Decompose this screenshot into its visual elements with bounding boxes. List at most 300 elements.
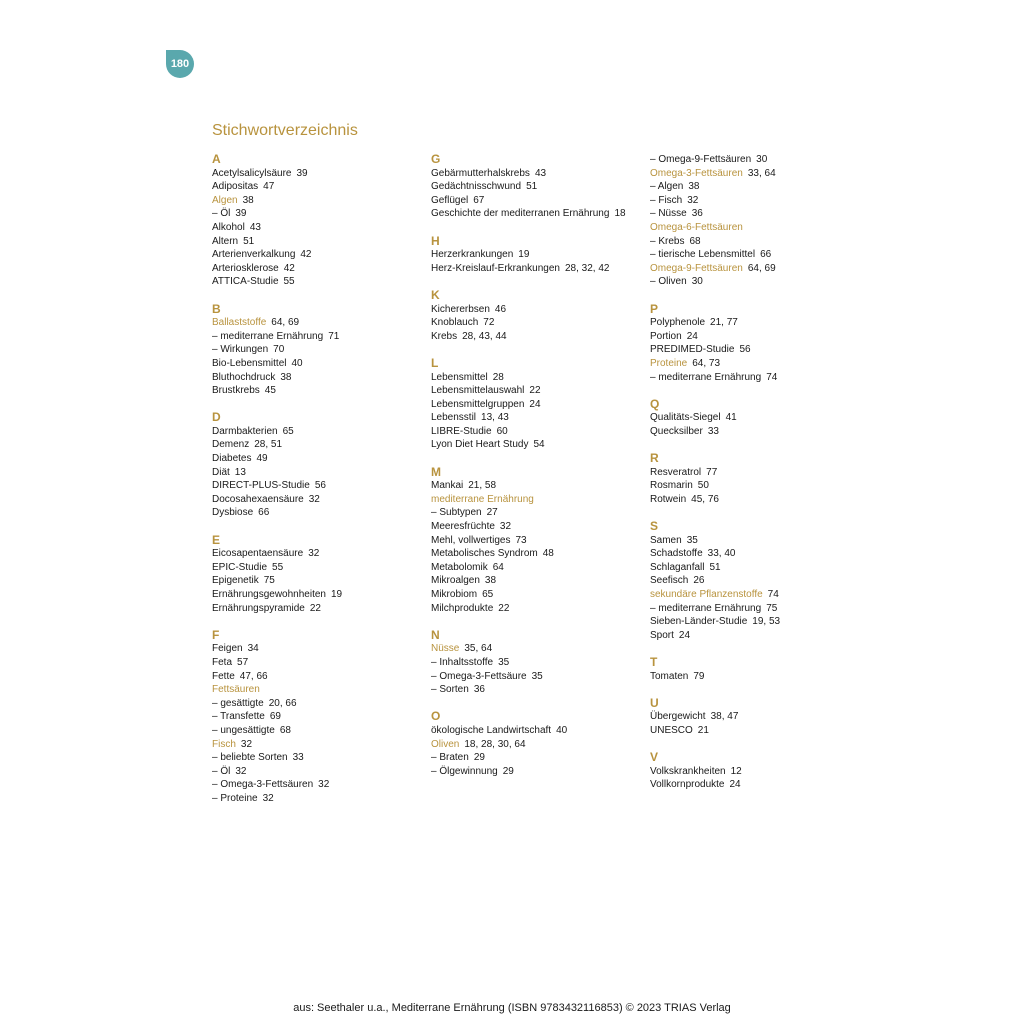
index-column-2 xyxy=(431,153,646,792)
index-group xyxy=(212,411,427,520)
index-page-numbers: 20, 66 xyxy=(268,697,297,709)
index-page-numbers: 24 xyxy=(729,779,741,791)
index-letter-heading: U xyxy=(650,695,659,710)
page-title: Stichwortverzeichnis xyxy=(212,122,358,139)
index-term: – Omega-3-Fettsäure xyxy=(431,670,527,682)
index-entry xyxy=(431,167,646,181)
index-term: Ballaststoffe xyxy=(212,317,267,329)
index-entry xyxy=(212,438,427,452)
index-page-numbers: 32 xyxy=(235,765,247,777)
index-term: Geflügel xyxy=(431,194,469,206)
index-group xyxy=(650,751,865,792)
index-entry xyxy=(650,493,865,507)
index-entry xyxy=(650,778,865,792)
index-entry xyxy=(650,330,865,344)
index-page-numbers: 64, 73 xyxy=(692,357,721,369)
index-page-numbers: 75 xyxy=(263,575,275,587)
index-page-numbers: 38 xyxy=(688,181,700,193)
index-term: Quecksilber xyxy=(650,425,703,437)
index-page-numbers: 36 xyxy=(691,208,703,220)
index-group xyxy=(431,153,646,221)
index-entry xyxy=(431,425,646,439)
index-term: Diät xyxy=(212,466,230,478)
index-page-numbers: 77 xyxy=(706,466,718,478)
index-entry xyxy=(212,316,427,330)
index-term: UNESCO xyxy=(650,724,693,736)
index-page-numbers: 33 xyxy=(292,752,304,764)
index-term: Eicosapentaensäure xyxy=(212,548,304,560)
index-page-numbers: 38, 47 xyxy=(710,711,739,723)
index-entry xyxy=(650,479,865,493)
index-term: Schadstoffe xyxy=(650,548,703,560)
index-term: Metabolisches Syndrom xyxy=(431,548,538,560)
index-page-numbers: 66 xyxy=(760,249,772,261)
index-page-numbers: 21, 77 xyxy=(710,317,738,329)
index-page-numbers: 28, 51 xyxy=(254,439,283,451)
index-entry xyxy=(212,194,427,208)
index-term: Kichererbsen xyxy=(431,303,490,315)
index-term: Epigenetik xyxy=(212,575,259,587)
index-term: Acetylsalicylsäure xyxy=(212,167,292,179)
index-term: – Braten xyxy=(431,752,469,764)
index-letter-heading: S xyxy=(650,519,659,534)
index-page-numbers: 68 xyxy=(279,724,291,736)
index-entry xyxy=(212,765,427,779)
index-page-numbers: 19, 53 xyxy=(752,616,781,628)
index-page-numbers: 51 xyxy=(243,235,255,247)
index-page-numbers: 32 xyxy=(318,779,330,791)
index-group xyxy=(431,466,646,616)
index-page-numbers: 56 xyxy=(739,344,751,356)
index-page-numbers: 22 xyxy=(309,602,321,614)
index-letter-heading: K xyxy=(431,287,440,302)
index-letter-heading: H xyxy=(431,233,440,248)
index-entry xyxy=(212,330,427,344)
index-term: Proteine xyxy=(650,357,688,369)
index-letter-heading: N xyxy=(431,627,440,642)
index-group xyxy=(650,656,865,683)
index-letter-heading: T xyxy=(650,654,658,669)
index-entry xyxy=(650,724,865,738)
index-page-numbers: 43 xyxy=(249,221,261,233)
index-group xyxy=(650,153,865,289)
index-letter-heading: B xyxy=(212,301,221,316)
index-term: – Algen xyxy=(650,181,684,193)
index-entry xyxy=(650,167,865,181)
index-entry xyxy=(650,629,865,643)
index-term: ökologische Landwirtschaft xyxy=(431,724,552,736)
index-entry xyxy=(212,371,427,385)
index-term: Mankai xyxy=(431,480,464,492)
index-page-numbers: 47 xyxy=(263,181,275,193)
index-group xyxy=(650,520,865,642)
index-page-numbers: 29 xyxy=(502,765,514,777)
index-term: – Sorten xyxy=(431,684,469,696)
index-page-numbers: 42 xyxy=(283,262,295,274)
index-page-numbers: 22 xyxy=(498,602,510,614)
index-page-numbers: 56 xyxy=(314,480,326,492)
index-term: Sieben-Länder-Studie xyxy=(650,616,748,628)
index-entry xyxy=(431,316,646,330)
index-term: Lyon Diet Heart Study xyxy=(431,439,529,451)
index-page-numbers: 71 xyxy=(328,330,340,342)
index-entry xyxy=(431,602,646,616)
index-page-numbers: 50 xyxy=(697,480,709,492)
index-group xyxy=(212,629,427,806)
index-term: Feta xyxy=(212,656,233,668)
index-entry xyxy=(650,221,865,235)
index-entry xyxy=(650,411,865,425)
index-entry xyxy=(650,561,865,575)
index-page-numbers: 24 xyxy=(686,330,698,342)
index-page-numbers: 55 xyxy=(283,276,295,288)
index-entry xyxy=(650,425,865,439)
index-entry xyxy=(431,438,646,452)
index-term: Feigen xyxy=(212,643,243,655)
index-group xyxy=(431,357,646,452)
index-entry xyxy=(650,670,865,684)
index-page-numbers: 69 xyxy=(269,711,281,723)
index-page-numbers: 41 xyxy=(725,412,737,424)
index-page-numbers: 57 xyxy=(237,656,249,668)
index-entry xyxy=(431,561,646,575)
index-entry xyxy=(431,207,646,221)
index-term: Samen xyxy=(650,534,682,546)
index-term: Diabetes xyxy=(212,453,252,465)
index-term: Algen xyxy=(212,194,238,206)
index-entry xyxy=(212,248,427,262)
index-entry xyxy=(650,343,865,357)
index-letter-heading: R xyxy=(650,451,659,466)
index-entry xyxy=(431,738,646,752)
index-term: Arterienverkalkung xyxy=(212,249,296,261)
index-term: sekundäre Pflanzenstoffe xyxy=(650,589,763,600)
index-term: – Öl xyxy=(212,765,231,777)
index-letter-heading: D xyxy=(212,410,221,425)
index-page-numbers: 64, 69 xyxy=(271,317,300,329)
index-term: – Subtypen xyxy=(431,507,482,519)
index-entry xyxy=(212,180,427,194)
index-page-numbers: 32 xyxy=(308,493,320,505)
index-entry xyxy=(212,670,427,684)
index-entry xyxy=(431,479,646,493)
index-term: Altern xyxy=(212,235,239,247)
index-page-numbers: 19 xyxy=(518,249,530,261)
index-page-numbers: 45, 76 xyxy=(691,493,719,505)
index-entry xyxy=(431,765,646,779)
index-term: – Fisch xyxy=(650,194,683,206)
index-term: – mediterrane Ernährung xyxy=(212,330,324,342)
index-term: Gedächtnisschwund xyxy=(431,181,522,193)
index-letter-heading: A xyxy=(212,152,221,166)
index-term: DIRECT-PLUS-Studie xyxy=(212,480,310,492)
index-group xyxy=(650,697,865,738)
index-page-numbers: 43 xyxy=(534,167,547,179)
index-page-numbers: 22 xyxy=(529,385,541,397)
index-page-numbers: 45 xyxy=(264,385,276,397)
index-entry xyxy=(431,751,646,765)
index-term: Mehl, vollwertiges xyxy=(431,534,511,546)
index-page-numbers: 18 xyxy=(614,208,626,220)
index-entry xyxy=(212,751,427,765)
index-page-numbers: 39 xyxy=(235,208,247,220)
index-entry xyxy=(431,262,646,276)
index-entry xyxy=(212,574,427,588)
index-term: Qualitäts-Siegel xyxy=(650,412,721,424)
index-page-numbers: 27 xyxy=(486,507,498,519)
index-term: Volkskrankheiten xyxy=(650,765,726,777)
index-group xyxy=(650,398,865,439)
index-page-numbers: 32 xyxy=(240,738,253,750)
index-entry xyxy=(650,710,865,724)
index-entry xyxy=(431,574,646,588)
index-entry xyxy=(212,602,427,616)
index-page-numbers: 32 xyxy=(308,548,320,560)
index-entry xyxy=(650,194,865,208)
index-entry xyxy=(431,656,646,670)
index-group xyxy=(431,710,646,778)
index-group xyxy=(212,303,427,398)
index-term: Brustkrebs xyxy=(212,385,260,397)
index-page-numbers: 73 xyxy=(515,534,527,546)
index-page-numbers: 38 xyxy=(484,575,497,587)
index-page-numbers: 12 xyxy=(730,765,742,777)
index-page-numbers: 30 xyxy=(691,276,703,288)
index-entry xyxy=(212,343,427,357)
index-term: PREDIMED-Studie xyxy=(650,344,735,356)
index-term: Adipositas xyxy=(212,181,259,193)
index-page-numbers: 66 xyxy=(258,507,270,519)
index-entry xyxy=(650,235,865,249)
index-term: Seefisch xyxy=(650,575,689,587)
index-term: Rotwein xyxy=(650,493,687,505)
index-group xyxy=(431,235,646,276)
index-term: Omega-6-Fettsäuren xyxy=(650,221,743,233)
index-entry xyxy=(431,506,646,520)
index-term: – gesättigte xyxy=(212,697,264,709)
index-entry xyxy=(650,371,865,385)
index-page-numbers: 65 xyxy=(482,589,494,600)
index-term: Portion xyxy=(650,330,682,342)
index-page-numbers: 42 xyxy=(300,249,312,261)
index-term: Bluthochdruck xyxy=(212,371,276,383)
index-term: Lebensmittelgruppen xyxy=(431,398,525,410)
index-entry xyxy=(212,235,427,249)
index-entry xyxy=(431,398,646,412)
index-entry xyxy=(650,316,865,330)
index-term: mediterrane Ernährung xyxy=(431,493,534,505)
index-letter-heading: P xyxy=(650,301,659,316)
index-entry xyxy=(650,207,865,221)
index-page-numbers: 74 xyxy=(766,371,778,383)
index-term: Mikroalgen xyxy=(431,575,480,587)
index-entry xyxy=(212,506,427,520)
index-entry xyxy=(212,452,427,466)
index-term: Omega-9-Fettsäuren xyxy=(650,262,743,274)
index-term: Fettsäuren xyxy=(212,684,260,696)
index-term: Vollkornprodukte xyxy=(650,779,725,791)
index-term: – Wirkungen xyxy=(212,344,269,356)
index-term: Oliven xyxy=(431,738,460,750)
index-page-numbers: 21 xyxy=(697,724,709,736)
index-page-numbers: 35 xyxy=(498,656,510,668)
index-term: – Öl xyxy=(212,208,231,220)
index-entry xyxy=(650,357,865,371)
index-term: – mediterrane Ernährung xyxy=(650,602,762,614)
index-letter-heading: M xyxy=(431,464,441,479)
index-term: LIBRE-Studie xyxy=(431,425,492,437)
index-page-numbers: 74 xyxy=(767,589,779,600)
index-page-numbers: 40 xyxy=(291,357,303,369)
index-page-numbers: 68 xyxy=(689,235,701,247)
index-entry xyxy=(431,683,646,697)
index-term: – tierische Lebensmittel xyxy=(650,249,756,261)
index-entry xyxy=(650,602,865,616)
index-term: – Omega-9-Fettsäuren xyxy=(650,154,752,165)
index-term: – Proteine xyxy=(212,792,258,804)
index-group xyxy=(212,534,427,616)
index-page-numbers: 49 xyxy=(256,453,268,465)
index-entry xyxy=(212,493,427,507)
index-term: Nüsse xyxy=(431,643,460,655)
copyright-footer: aus: Seethaler u.a., Mediterrane Ernährung (ISBN 9783432116853) © 2023 TRIAS Verlag xyxy=(293,1002,731,1014)
index-column-3 xyxy=(650,153,865,806)
index-entry xyxy=(212,561,427,575)
index-entry xyxy=(431,534,646,548)
index-term: Darmbakterien xyxy=(212,425,278,437)
index-entry xyxy=(212,466,427,480)
index-group xyxy=(431,629,646,697)
index-page-numbers: 18, 28, 30, 64 xyxy=(464,738,526,750)
index-page-numbers: 35 xyxy=(531,670,543,682)
index-entry xyxy=(431,724,646,738)
index-page-numbers: 55 xyxy=(272,561,284,573)
index-term: EPIC-Studie xyxy=(212,561,268,573)
index-entry xyxy=(650,765,865,779)
index-page-numbers: 21, 58 xyxy=(468,480,497,492)
index-letter-heading: O xyxy=(431,709,441,724)
index-page-numbers: 35, 64 xyxy=(464,643,493,655)
index-page-numbers: 33, 64 xyxy=(747,167,776,179)
index-term: Ernährungsgewohnheiten xyxy=(212,589,326,600)
index-entry xyxy=(431,493,646,507)
index-entry xyxy=(212,778,427,792)
index-entry xyxy=(431,330,646,344)
index-term: – Inhaltsstoffe xyxy=(431,656,494,668)
index-term: – Oliven xyxy=(650,276,687,288)
index-entry xyxy=(431,384,646,398)
index-term: Arteriosklerose xyxy=(212,262,279,274)
index-page-numbers: 24 xyxy=(678,629,691,641)
index-page-numbers: 46 xyxy=(494,303,507,315)
index-page-numbers: 28, 43, 44 xyxy=(462,330,507,342)
index-entry xyxy=(650,547,865,561)
index-term: – Omega-3-Fettsäuren xyxy=(212,779,314,791)
index-column-1 xyxy=(212,153,427,819)
index-entry xyxy=(431,371,646,385)
index-page-numbers: 67 xyxy=(473,194,485,206)
index-term: – beliebte Sorten xyxy=(212,752,288,764)
index-term: Geschichte der mediterranen Ernährung xyxy=(431,208,610,220)
index-entry xyxy=(650,574,865,588)
index-letter-heading: V xyxy=(650,750,659,765)
page-number-badge: 180 xyxy=(166,50,194,78)
index-term: Metabolomik xyxy=(431,561,488,573)
index-page-numbers: 26 xyxy=(693,575,705,587)
index-entry xyxy=(431,248,646,262)
index-page-numbers: 79 xyxy=(693,670,705,682)
index-entry xyxy=(431,642,646,656)
index-term: Fette xyxy=(212,670,235,682)
index-term: Herz-Kreislauf-Erkrankungen xyxy=(431,262,560,274)
index-page-numbers: 39 xyxy=(296,167,308,179)
index-letter-heading: E xyxy=(212,532,221,547)
index-term: Lebensmittel xyxy=(431,371,488,383)
index-term: Milchprodukte xyxy=(431,602,494,614)
index-entry xyxy=(650,534,865,548)
index-page-numbers: 72 xyxy=(483,317,495,329)
index-term: Demenz xyxy=(212,439,250,451)
index-letter-heading: F xyxy=(212,627,220,642)
index-entry xyxy=(650,248,865,262)
index-term: Mikrobiom xyxy=(431,589,478,600)
index-group xyxy=(650,303,865,385)
index-term: – Transfette xyxy=(212,711,265,723)
index-page-numbers: 29 xyxy=(473,752,485,764)
index-page-numbers: 33, 40 xyxy=(707,548,736,560)
index-entry xyxy=(431,411,646,425)
index-term: Sport xyxy=(650,629,674,641)
index-page-numbers: 28, 32, 42 xyxy=(564,262,610,274)
index-entry xyxy=(212,207,427,221)
index-term: Resveratrol xyxy=(650,466,702,478)
index-entry xyxy=(650,180,865,194)
index-term: – Krebs xyxy=(650,235,685,247)
index-term: ATTICA-Studie xyxy=(212,276,279,288)
index-entry xyxy=(212,479,427,493)
index-entry xyxy=(212,221,427,235)
index-entry xyxy=(431,194,646,208)
index-page-numbers: 54 xyxy=(533,439,545,451)
index-term: Übergewicht xyxy=(650,711,706,723)
index-letter-heading: L xyxy=(431,355,439,370)
index-group xyxy=(431,289,646,343)
index-page-numbers: 34 xyxy=(247,643,259,655)
index-page-numbers: 64 xyxy=(492,561,504,573)
index-term: Herzerkrankungen xyxy=(431,249,514,261)
index-term: Fisch xyxy=(212,738,236,750)
index-term: Krebs xyxy=(431,330,458,342)
index-term: Omega-3-Fettsäuren xyxy=(650,167,743,179)
index-page-numbers: 28 xyxy=(492,371,504,383)
index-page-numbers: 60 xyxy=(496,425,508,437)
index-term: Bio-Lebensmittel xyxy=(212,357,287,369)
index-entry xyxy=(650,466,865,480)
index-entry xyxy=(212,425,427,439)
index-page-numbers: 47, 66 xyxy=(239,670,268,682)
index-entry xyxy=(650,615,865,629)
index-page-numbers: 75 xyxy=(766,602,778,614)
index-term: Ernährungspyramide xyxy=(212,602,305,614)
index-term: Tomaten xyxy=(650,670,689,682)
index-term: Lebensstil xyxy=(431,412,477,424)
index-entry xyxy=(431,547,646,561)
index-entry xyxy=(431,180,646,194)
index-entry xyxy=(212,738,427,752)
index-term: Docosahexaensäure xyxy=(212,493,304,505)
index-term: Rosmarin xyxy=(650,480,693,492)
index-page-numbers: 24 xyxy=(529,398,541,410)
